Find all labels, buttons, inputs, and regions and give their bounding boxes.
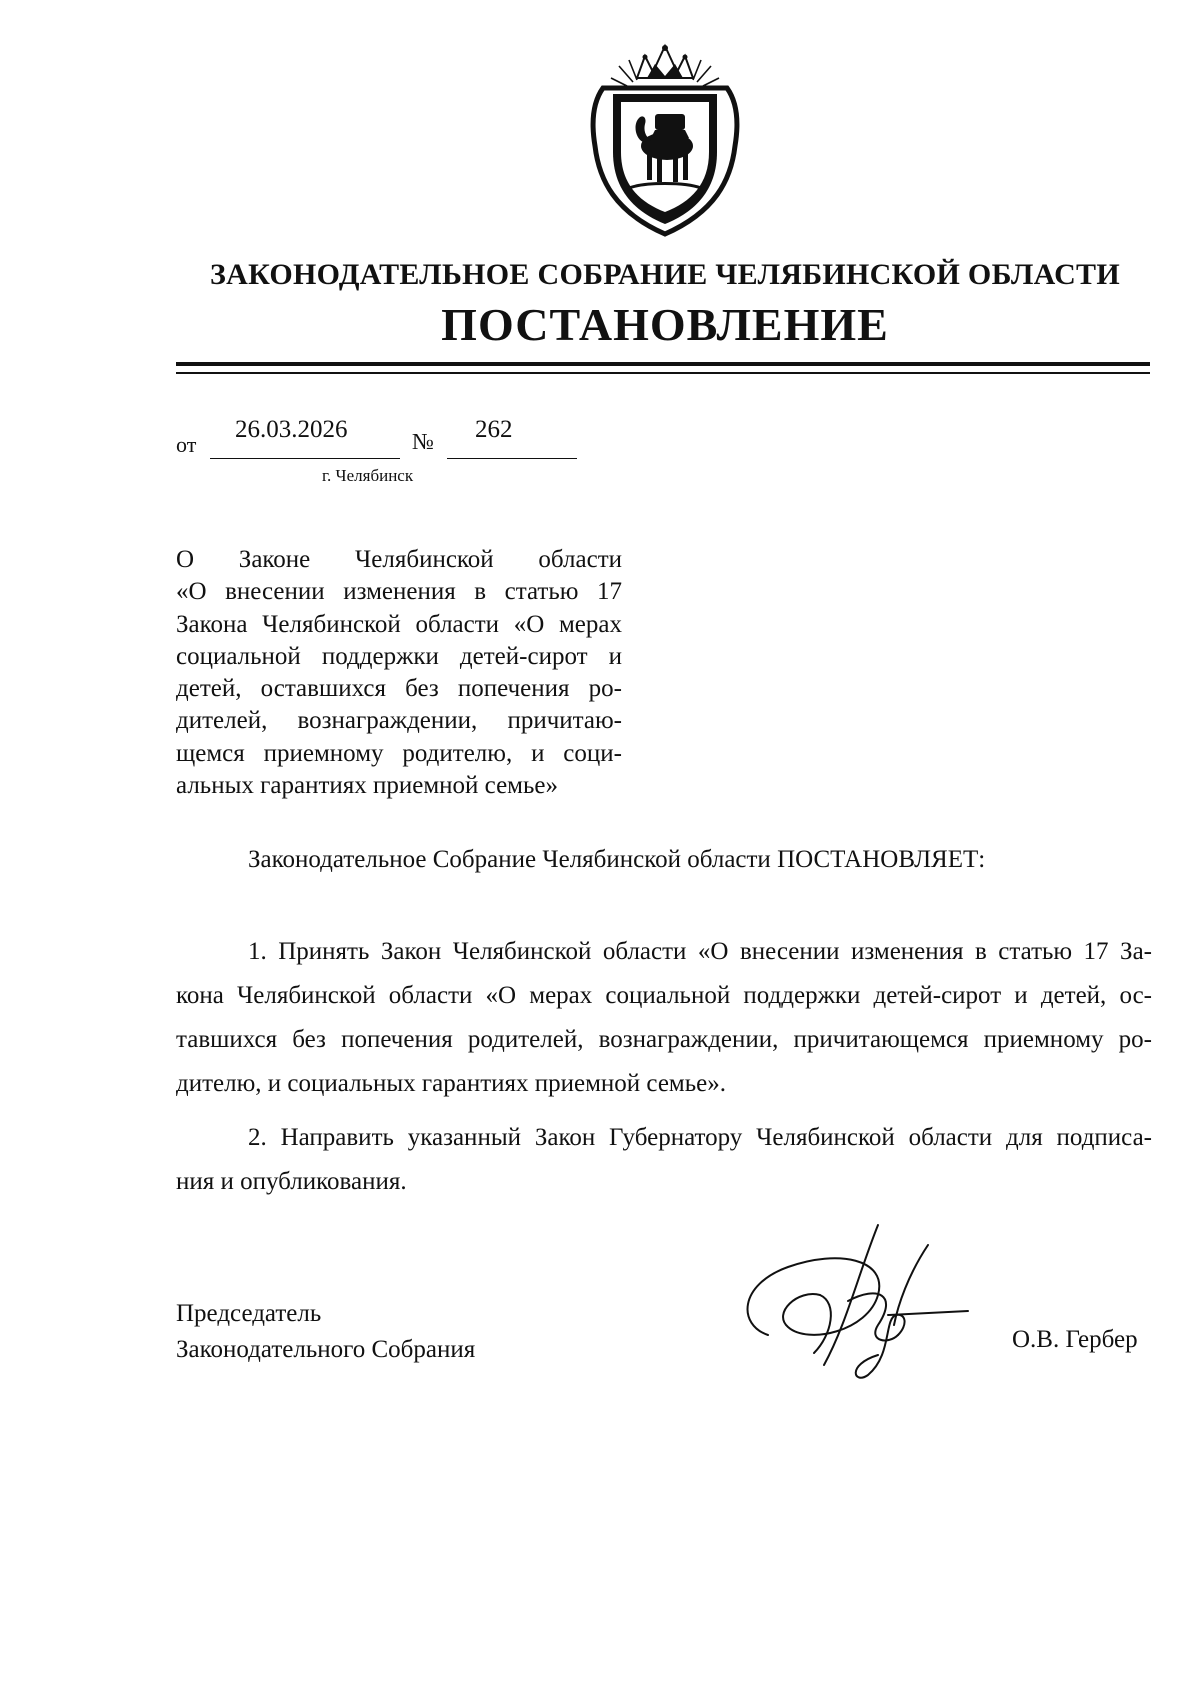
- paragraph-line: 1. Принять Закон Челябинской области «О внесении изменения в статью 17 За-: [248, 938, 1152, 965]
- paragraph-line: 2. Направить указанный Закон Губернатору Челябинской области для подписа-: [248, 1124, 1152, 1151]
- signatory-title-line: Законодательного Собрания: [176, 1336, 476, 1363]
- organization-title: ЗАКОНОДАТЕЛЬНОЕ СОБРАНИЕ ЧЕЛЯБИНСКОЙ ОБЛАСТИ: [210, 258, 1120, 291]
- document-number: 262: [475, 416, 513, 443]
- preamble: Законодательное Собрание Челябинской области ПОСТАНОВЛЯЕТ:: [248, 846, 986, 873]
- subject-line: О Законе Челябинской области: [176, 546, 622, 573]
- paragraph-line: тавшихся без попечения родителей, вознаграждении, причитающемся приемному ро-: [176, 1026, 1152, 1053]
- signatory-title-line: Председатель: [176, 1300, 322, 1327]
- subject-line: Закона Челябинской области «О мерах: [176, 610, 622, 638]
- chelyabinsk-coat-of-arms-icon: [585, 42, 745, 238]
- subject-line: социальной поддержки детей-сирот и: [176, 642, 622, 670]
- document-type-title: ПОСТАНОВЛЕНИЕ: [441, 299, 889, 350]
- subject-line: альных гарантиях приемной семье»: [176, 772, 558, 800]
- header-rule-thin: [176, 372, 1150, 374]
- document-date: 26.03.2026: [235, 416, 348, 443]
- header-rule-thick: [176, 362, 1150, 366]
- number-prefix: №: [412, 429, 434, 454]
- subject-line: «О внесении изменения в статью 17: [176, 578, 622, 606]
- signer-name: О.В. Гербер: [1012, 1326, 1138, 1353]
- paragraph-1: [176, 930, 1152, 1106]
- number-underline: [447, 458, 577, 459]
- subject-line: детей, оставшихся без попечения ро-: [176, 675, 622, 703]
- paragraph-line: кона Челябинской области «О мерах социальной поддержки детей-сирот и детей, ос-: [176, 982, 1152, 1009]
- subject-line: дителей, вознаграждении, причитаю-: [176, 707, 622, 735]
- document-subject: [176, 544, 622, 802]
- signatory-title: [176, 1296, 475, 1368]
- date-prefix: от: [176, 432, 197, 457]
- city-label: г. Челябинск: [322, 466, 414, 485]
- paragraph-line: дителю, и социальных гарантиях приемной семье».: [176, 1070, 726, 1097]
- subject-line: щемся приемному родителю, и соци-: [176, 739, 622, 767]
- handwritten-signature-icon: [728, 1215, 1018, 1390]
- paragraph-line: ния и опубликования.: [176, 1168, 407, 1195]
- paragraph-2: [176, 1116, 1152, 1204]
- date-underline: [210, 458, 400, 459]
